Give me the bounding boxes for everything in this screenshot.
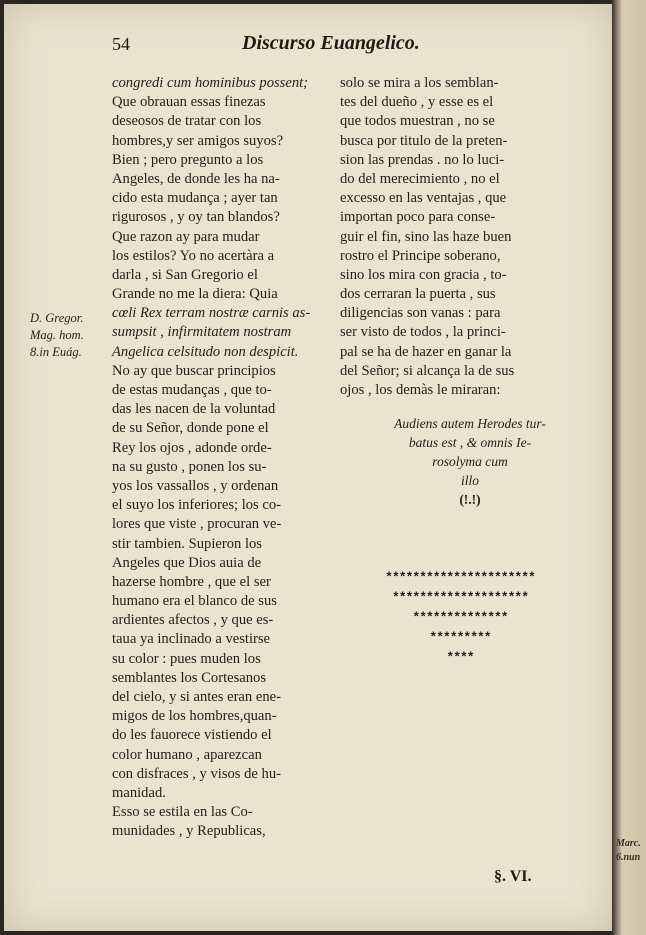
text-line: Angeles, de donde les ha na- <box>112 170 280 187</box>
quote-line: rosolyma cum <box>432 454 508 469</box>
ornament-row: ************** <box>412 610 508 625</box>
text-line: stir tambien. Supieron los <box>112 535 262 552</box>
quote-line: (!.!) <box>459 492 481 507</box>
right-text-column <box>340 74 580 400</box>
text-line: Que razon ay para mudar <box>112 228 260 245</box>
ornament-row: ********* <box>429 630 491 645</box>
text-line: color humano , aparezcan <box>112 746 262 763</box>
text-line: deseosos de tratar con los <box>112 113 262 130</box>
text-line: tes del dueño , y esse es el <box>340 94 494 111</box>
text-line: darla , si San Gregorio el <box>112 266 258 283</box>
text-line: cido esta mudança ; ayer tan <box>112 190 278 207</box>
text-line: guir el fin, sino las haze buen <box>340 228 512 245</box>
quote-line: illo <box>460 473 479 488</box>
margin-note-line: Mag. hom. <box>30 328 84 342</box>
text-line: lores que viste , procuran ve- <box>112 516 282 533</box>
text-line: que todos muestran , no se <box>340 113 495 130</box>
text-line: de estas mudanças , que to- <box>112 382 272 398</box>
text-line: sion las prendas . no lo luci- <box>340 151 505 168</box>
running-title: Discurso Euangelico. <box>242 32 420 54</box>
text-line: dos cerraran la puerta , sus <box>340 286 496 303</box>
gutter-note-1: Marc. <box>616 838 641 849</box>
ornament-row: ********************** <box>385 570 535 585</box>
section-heading: §. VI. <box>494 868 532 885</box>
text-line: solo se mira a los semblan- <box>340 75 499 91</box>
page-header <box>112 30 622 60</box>
text-line: cœli Rex terram nostræ carnis as- <box>112 305 311 322</box>
text-line: rigurosos , y oy tan blandos? <box>112 209 280 226</box>
text-line: Que obrauan essas finezas <box>112 94 266 111</box>
text-line: Esso se estila en las Co- <box>112 804 253 821</box>
text-line: do del merecimiento , no el <box>340 170 500 187</box>
text-line: los estilos? Yo no acertàra a <box>112 247 275 264</box>
text-line: del Señor; si alcança la de sus <box>340 362 515 379</box>
text-line: diligencias son vanas : para <box>340 305 501 322</box>
gutter-note-2: 6.nun <box>616 852 641 863</box>
text-line: ser visto de todos , la princi- <box>340 324 506 341</box>
text-line: manidad. <box>112 784 166 801</box>
text-line: ardientes afectos , y que es- <box>112 612 274 629</box>
margin-note-line: 8.in Euág. <box>30 345 82 359</box>
text-line: rostro el Principe soberano, <box>340 247 501 264</box>
text-line: con disfraces , y visos de hu- <box>112 765 282 782</box>
ornament-row: ******************** <box>391 590 529 605</box>
text-line: humano era el blanco de sus <box>112 593 277 610</box>
text-line: do les fauorece vistiendo el <box>112 727 272 744</box>
text-line: Bien ; pero pregunto a los <box>112 151 264 168</box>
margin-note-line: D. Gregor. <box>30 311 84 325</box>
text-line: el suyo los inferiores; los co- <box>112 497 282 514</box>
text-line: migos de los hombres,quan- <box>112 708 277 725</box>
text-line: Grande no me la diera: Quia <box>112 286 278 303</box>
text-line: ojos , los demàs le miraran: <box>340 382 501 398</box>
text-line: sumpsit , infirmitatem nostram <box>112 324 292 341</box>
left-text-column <box>112 74 326 842</box>
text-line: sino los mira con gracia , to- <box>340 266 507 283</box>
text-line: hazerse hombre , que el ser <box>112 573 271 590</box>
quote-line: Audiens autem Herodes tur- <box>394 416 546 431</box>
text-line: hombres,y ser amigos suyos? <box>112 132 284 149</box>
text-line: taua ya inclinado a vestirse <box>112 631 271 648</box>
text-line: yos los vassallos , y ordenan <box>112 477 279 494</box>
text-line: munidades , y Republicas, <box>112 823 266 840</box>
text-line: na su gusto , ponen los su- <box>112 458 267 475</box>
text-line: Angeles que Dios auia de <box>112 554 262 571</box>
text-line: Rey los ojos , adonde orde- <box>112 439 272 456</box>
text-line: excesso en las ventajas , que <box>340 190 507 207</box>
text-line: de su Señor, donde pone el <box>112 420 269 437</box>
text-line: das les nacen de la voluntad <box>112 401 276 418</box>
text-line: No ay que buscar principios <box>112 362 276 379</box>
text-line: congredi cum hominibus possent; <box>112 75 309 91</box>
quote-line: batus est , & omnis Ie- <box>408 435 532 450</box>
ornament-row: **** <box>446 650 474 665</box>
facing-page-edge <box>612 0 646 935</box>
text-line: pal se ha de hazer en ganar la <box>340 343 512 360</box>
text-line: busca por titulo de la preten- <box>340 132 508 149</box>
latin-quotation <box>370 414 570 509</box>
text-line: su color : pues muden los <box>112 650 261 667</box>
text-line: Angelica celsitudo non despicit. <box>112 343 299 360</box>
page-number: 54 <box>112 34 130 54</box>
margin-note <box>30 310 110 361</box>
text-line: importan poco para conse- <box>340 209 496 226</box>
text-line: del cielo, y si antes eran ene- <box>112 689 281 705</box>
text-line: semblantes los Cortesanos <box>112 669 267 686</box>
